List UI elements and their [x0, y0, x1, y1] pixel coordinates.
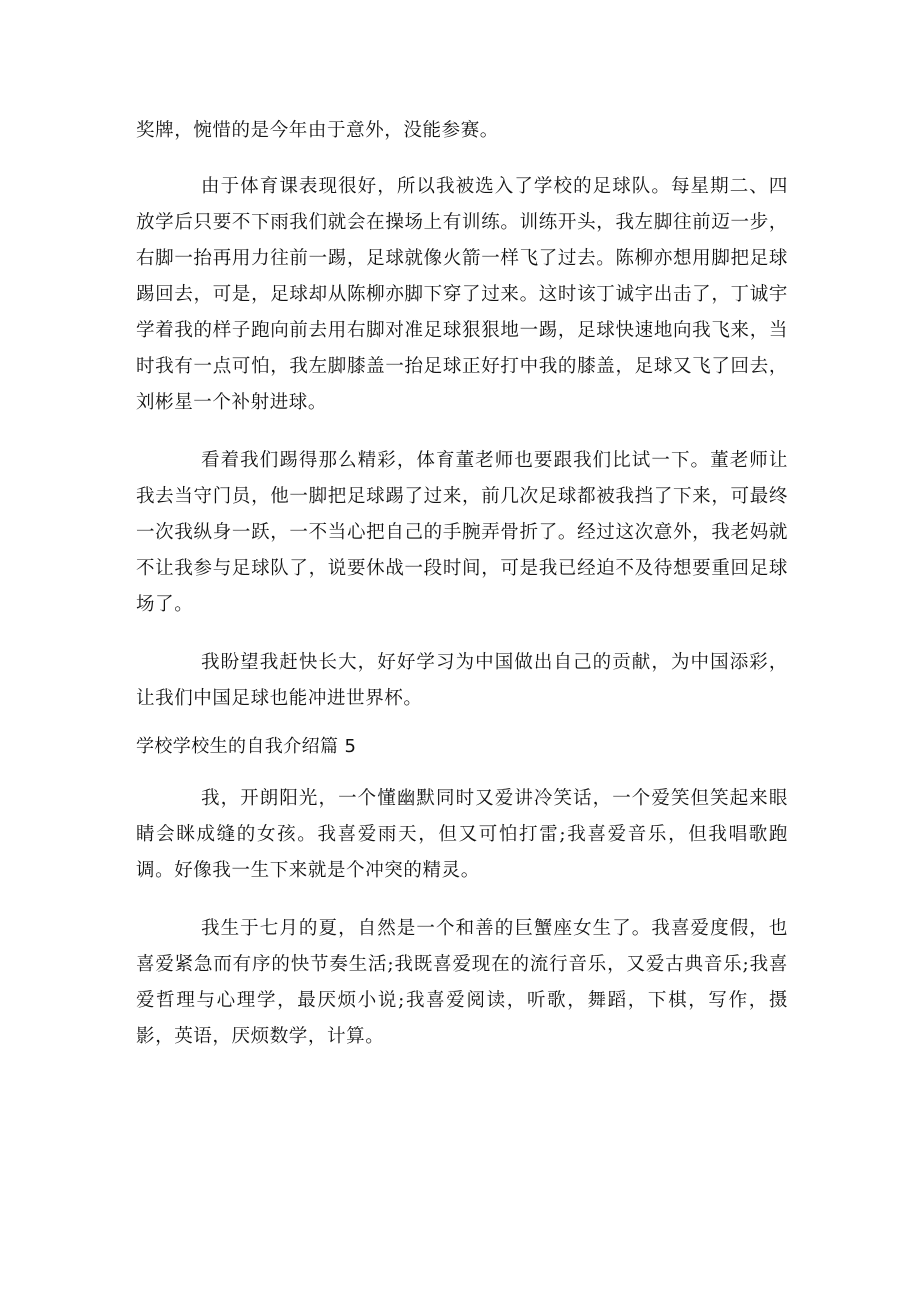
- paragraph-football-team: 由于体育课表现很好，所以我被选入了学校的足球队。每星期二、四放学后只要不下雨我们就会在操场上有训练。训练开头，我左脚往前迈一步，右脚一抬再用力往前一踢，足球就像火箭一样飞了过去。陈柳亦想用脚把足球踢回去，可是，足球却从陈柳亦脚下穿了过来。这时该丁诚宇出击了，丁诚宇学着我的样子跑向前去用右脚对准足球狠狠地一踢，足球快速地向我飞来，当时我有一点可怕，我左脚膝盖一抬足球正好打中我的膝盖，足球又飞了回去，刘彬星一个补射进球。: [136, 176, 788, 413]
- paragraph-hobbies: 我生于七月的夏，自然是一个和善的巨蟹座女生了。我喜爱度假，也喜爱紧急而有序的快节奏生活;我既喜爱现在的流行音乐，又爱古典音乐;我喜爱哲理与心理学，最厌烦小说;我喜爱阅读，听歌，舞蹈，下棋，写作，摄影，英语，厌烦数学，计算。: [136, 918, 788, 1047]
- paragraph-teacher-match: 看着我们踢得那么精彩，体育董老师也要跟我们比试一下。董老师让我去当守门员，他一脚把足球踢了过来，前几次足球都被我挡了下来，可最终一次我纵身一跃，一不当心把自己的手腕弄骨折了。经过这次意外，我老妈就不让我参与足球队了，说要休战一段时间，可是我已经迫不及待想要重回足球场了。: [136, 450, 788, 615]
- paragraph-continuation: 奖牌，惋惜的是今年由于意外，没能参赛。: [136, 120, 499, 141]
- section-heading: 学校学校生的自我介绍篇 5: [136, 736, 357, 757]
- paragraph-self-intro: 我，开朗阳光，一个懂幽默同时又爱讲冷笑话，一个爱笑但笑起来眼睛会眯成缝的女孩。我喜爱雨天，但又可怕打雷;我喜爱音乐，但我唱歌跑调。好像我一生下来就是个冲突的精灵。: [136, 788, 788, 881]
- paragraph-wish: 我盼望我赶快长大，好好学习为中国做出自己的贡献，为中国添彩，让我们中国足球也能冲进世界杯。: [136, 652, 788, 709]
- document-body: [136, 113, 788, 1077]
